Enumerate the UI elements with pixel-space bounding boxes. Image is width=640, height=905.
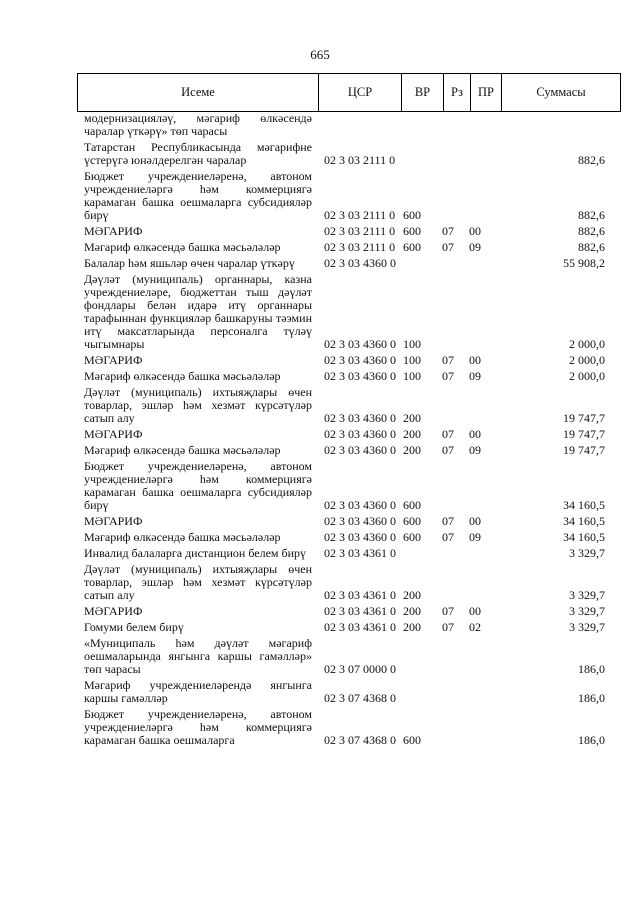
row-sum: 3 329,7 — [569, 604, 605, 618]
row-pr: 09 — [469, 443, 481, 457]
row-name: Мәгариф өлкәсендә башка мәсьәләләр — [84, 369, 281, 383]
row-name: Татарстан Республикасында мәгарифне үстерүгә юнәлдерелгән чаралар — [84, 140, 312, 167]
row-csr: 02 3 03 2111 0 — [324, 224, 396, 238]
row-csr: 02 3 03 4360 0 — [324, 369, 396, 383]
table-row — [77, 637, 621, 676]
header-csr: ЦСР — [318, 74, 401, 111]
row-sum: 882,6 — [578, 224, 605, 238]
row-sum: 186,0 — [578, 691, 605, 705]
table-row — [77, 225, 621, 238]
row-name: Инвалид балаларга дистанцион белем бирү — [84, 546, 307, 560]
row-rz: 07 — [442, 530, 454, 544]
row-sum: 882,6 — [578, 153, 605, 167]
row-csr: 02 3 03 4361 0 — [324, 546, 396, 560]
row-name: Бюджет учреждениеләренә, автоном учреждениеләргә һәм коммерциягә карамаган башка оешмаларга субсидияләр бирү — [84, 169, 312, 222]
row-sum: 34 160,5 — [563, 498, 605, 512]
budget-table — [77, 73, 621, 747]
row-rz: 07 — [442, 427, 454, 441]
row-csr: 02 3 03 2111 0 — [324, 208, 396, 222]
header-name: Исеме — [181, 85, 215, 99]
row-sum: 882,6 — [578, 240, 605, 254]
row-name: «Муниципаль һәм дәүләт мәгариф оешмаларында янгынга каршы гамәлләр» төп чарасы — [84, 636, 312, 676]
row-csr: 02 3 03 4360 0 — [324, 337, 396, 351]
page-number: 665 — [310, 47, 330, 62]
row-sum: 2 000,0 — [569, 369, 605, 383]
row-vr: 600 — [403, 530, 421, 544]
row-rz: 07 — [442, 240, 454, 254]
table-row — [77, 605, 621, 618]
table-row — [77, 679, 621, 705]
row-rz: 07 — [442, 353, 454, 367]
row-csr: 02 3 07 0000 0 — [324, 662, 396, 676]
row-vr: 600 — [403, 240, 421, 254]
row-csr: 02 3 07 4368 0 — [324, 733, 396, 747]
row-sum: 3 329,7 — [569, 588, 605, 602]
header-rz: Рз — [443, 74, 470, 111]
row-csr: 02 3 03 4360 0 — [324, 530, 396, 544]
table-row — [77, 112, 621, 138]
table-body — [77, 112, 621, 747]
row-csr: 02 3 03 4361 0 — [324, 588, 396, 602]
row-name: Дәүләт (муниципаль) органнары, казна учреждениеләре, бюджеттан тыш дәүләт фондлары белән идарә итү органнары тарафыннан функцияләр башкаруны тәэмин итү максатларында персоналга түләү чыгымнары — [84, 272, 312, 351]
row-csr: 02 3 03 2111 0 — [324, 240, 396, 254]
row-vr: 600 — [403, 224, 421, 238]
table-row — [77, 386, 621, 425]
row-sum: 2 000,0 — [569, 337, 605, 351]
table-row — [77, 563, 621, 602]
table-row — [77, 547, 621, 560]
row-pr: 00 — [469, 604, 481, 618]
header-vr: ВР — [401, 74, 443, 111]
row-rz: 07 — [442, 604, 454, 618]
row-csr: 02 3 07 4368 0 — [324, 691, 396, 705]
row-name: Гомуми белем бирү — [84, 620, 184, 634]
table-row — [77, 444, 621, 457]
row-csr: 02 3 03 4360 0 — [324, 427, 396, 441]
row-vr: 100 — [403, 353, 421, 367]
row-name: Дәүләт (муниципаль) ихтыяҗлары өчен товарлар, эшләр һәм хезмәт күрсәтүләр сатып алу — [84, 385, 312, 425]
row-sum: 19 747,7 — [563, 411, 605, 425]
row-vr: 200 — [403, 427, 421, 441]
row-sum: 19 747,7 — [563, 427, 605, 441]
table-row — [77, 515, 621, 528]
row-vr: 200 — [403, 620, 421, 634]
row-pr: 09 — [469, 530, 481, 544]
table-header — [77, 73, 621, 112]
row-csr: 02 3 03 4360 0 — [324, 498, 396, 512]
row-name: МӘГАРИФ — [84, 514, 143, 528]
table-row — [77, 621, 621, 634]
table-row — [77, 170, 621, 222]
row-csr: 02 3 03 4360 0 — [324, 514, 396, 528]
table-row — [77, 241, 621, 254]
row-name: МӘГАРИФ — [84, 427, 143, 441]
row-name: Мәгариф өлкәсендә башка мәсьәләләр — [84, 443, 281, 457]
table-row — [77, 273, 621, 351]
row-vr: 200 — [403, 411, 421, 425]
row-csr: 02 3 03 4361 0 — [324, 620, 396, 634]
table-row — [77, 354, 621, 367]
table-row — [77, 141, 621, 167]
row-rz: 07 — [442, 369, 454, 383]
row-sum: 3 329,7 — [569, 546, 605, 560]
row-vr: 600 — [403, 208, 421, 222]
row-sum: 55 908,2 — [563, 256, 605, 270]
row-rz: 07 — [442, 443, 454, 457]
row-name: Мәгариф өлкәсендә башка мәсьәләләр — [84, 530, 281, 544]
row-csr: 02 3 03 4360 0 — [324, 443, 396, 457]
row-csr: 02 3 03 4360 0 — [324, 256, 396, 270]
header-sum: Суммасы — [501, 74, 620, 111]
row-name: МӘГАРИФ — [84, 604, 143, 618]
row-csr: 02 3 03 4360 0 — [324, 353, 396, 367]
row-name: Мәгариф учреждениеләрендә янгынга каршы гамәлләр — [84, 678, 312, 705]
row-pr: 09 — [469, 240, 481, 254]
row-csr: 02 3 03 4361 0 — [324, 604, 396, 618]
row-pr: 00 — [469, 353, 481, 367]
row-vr: 100 — [403, 369, 421, 383]
row-csr: 02 3 03 2111 0 — [324, 153, 396, 167]
row-csr: 02 3 03 4360 0 — [324, 411, 396, 425]
row-sum: 3 329,7 — [569, 620, 605, 634]
row-name: Дәүләт (муниципаль) ихтыяҗлары өчен товарлар, эшләр һәм хезмәт күрсәтүләр сатып алу — [84, 562, 312, 602]
row-name: Балалар һәм яшьләр өчен чаралар үткәрү — [84, 256, 295, 270]
table-row — [77, 531, 621, 544]
table-row — [77, 460, 621, 512]
row-name: Бюджет учреждениеләренә, автоном учреждениеләргә һәм коммерциягә карамаган башка оешмаларга — [84, 707, 312, 747]
row-sum: 19 747,7 — [563, 443, 605, 457]
row-rz: 07 — [442, 224, 454, 238]
table-row — [77, 708, 621, 747]
row-name: МӘГАРИФ — [84, 224, 143, 238]
row-vr: 200 — [403, 604, 421, 618]
table-row — [77, 257, 621, 270]
row-sum: 882,6 — [578, 208, 605, 222]
row-name: модернизацияләү, мәгариф өлкәсендә чаралар үткәрү» төп чарасы — [84, 111, 312, 138]
row-name: Мәгариф өлкәсендә башка мәсьәләләр — [84, 240, 281, 254]
row-pr: 00 — [469, 514, 481, 528]
row-vr: 200 — [403, 443, 421, 457]
row-sum: 34 160,5 — [563, 530, 605, 544]
table-row — [77, 428, 621, 441]
row-sum: 186,0 — [578, 662, 605, 676]
row-sum: 186,0 — [578, 733, 605, 747]
table-row — [77, 370, 621, 383]
row-vr: 600 — [403, 733, 421, 747]
row-rz: 07 — [442, 514, 454, 528]
row-pr: 02 — [469, 620, 481, 634]
row-pr: 00 — [469, 224, 481, 238]
header-pr: ПР — [470, 74, 501, 111]
row-pr: 00 — [469, 427, 481, 441]
row-vr: 100 — [403, 337, 421, 351]
row-sum: 2 000,0 — [569, 353, 605, 367]
row-name: МӘГАРИФ — [84, 353, 143, 367]
row-name: Бюджет учреждениеләренә, автоном учреждениеләргә һәм коммерциягә карамаган башка оешмаларга субсидияләр бирү — [84, 459, 312, 512]
row-sum: 34 160,5 — [563, 514, 605, 528]
row-rz: 07 — [442, 620, 454, 634]
row-vr: 200 — [403, 588, 421, 602]
row-pr: 09 — [469, 369, 481, 383]
row-vr: 600 — [403, 514, 421, 528]
row-vr: 600 — [403, 498, 421, 512]
